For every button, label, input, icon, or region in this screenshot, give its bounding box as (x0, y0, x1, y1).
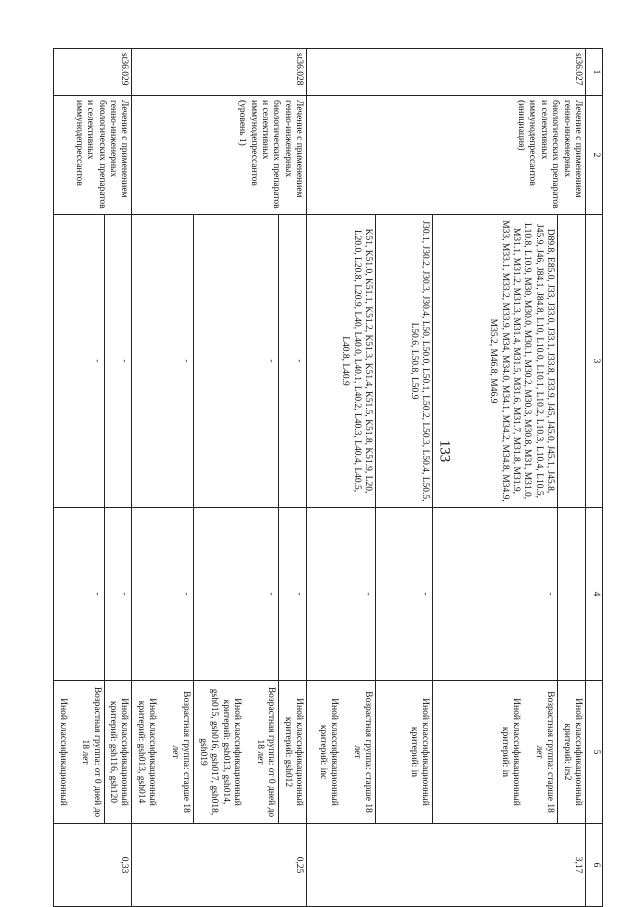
row-code: st36.028 (132, 49, 307, 96)
header-col-5: 5 (586, 681, 603, 824)
row-name: Лечение с применением генно-инженерных биологических препаратов и селективных иммунодепрессантов (инициация) (307, 96, 586, 215)
criteria-cell: Возрастная группа: от 0 дней до 18 лет Иной классификационный критерий: gsh013, gsh014, gsh015, gsh016, gsh017, gsh018, gsh019 (194, 681, 279, 824)
dash-cell: - (376, 508, 433, 681)
table-row (279, 49, 307, 907)
dash-cell: - (104, 215, 132, 508)
row-code: st36.029 (54, 49, 132, 96)
dash-cell: - (307, 508, 376, 681)
diagnoses-cell: D89.8, E85.0, J33, J33.0, J33.1, J33.8, J33.9, J45, J45.0, J45.1, J45.8, J45.9, J46, J84.1, J84.8, L10, L10.0, L10.1, L10.2, L10.3, L10.4, L10.5, L10.8, L10.9, M30, M30.0, M30.1, M30.2, M30.3, M30.8, M31, M31.0, M31.1, M31.2, M31.3, M31.4, M31.5, M31.6, M31.7, M31.8, M31.9, M33, M33.1, M33.2, M33.9, M34, M34.0, M34.1, M34.2, M34.8, M34.9, M35.2, M46.8, M46.9 (433, 215, 558, 508)
criteria-cell: Возрастная группа: старше 18 лет Иной классификационный критерий: in (433, 681, 558, 824)
tariff-table (53, 48, 603, 907)
row-name: Лечение с применением генно-инженерных биологических препаратов и селективных иммунодепрессантов (54, 96, 132, 215)
dash-cell: - (279, 215, 307, 508)
header-col-2: 2 (586, 96, 603, 215)
criteria-cell: Иной классификационный критерий: gsh012 (279, 681, 307, 824)
criteria-cell: Иной классификационный критерий: irs2 (558, 681, 586, 824)
dash-cell: - (104, 508, 132, 681)
header-col-6: 6 (586, 824, 603, 907)
coefficient-cell: 0,25 (132, 824, 307, 907)
criteria-cell: Возрастная группа: старше 18 лет Иной классификационный критерий: gsh013, gsh014 (132, 681, 194, 824)
header-row (586, 49, 603, 907)
rotated-table-container (51, 48, 603, 888)
table-row (558, 49, 586, 907)
empty-cell (558, 215, 586, 508)
criteria-cell: Возрастная группа: старше 18 лет Иной классификационный критерий: inc (307, 681, 376, 824)
criteria-cell: Возрастная группа: от 0 дней до 18 лет Иной классификационный (54, 681, 105, 824)
header-col-3: 3 (586, 215, 603, 508)
table-row (104, 49, 132, 907)
criteria-cell: Иной классификационный критерий: gsh116, gsh120 (104, 681, 132, 824)
coefficient-cell: 3,17 (307, 824, 586, 907)
dash-cell: - (194, 215, 279, 508)
dash-cell: - (54, 508, 105, 681)
diagnoses-cell: K51, K51.0, K51.1, K51.2, K51.3, K51.4, K51.5, K51.8, K51.9, L20, L20.0, L20.8, L20.9, L40, L40.0, L40.1, L40.2, L40.3, L40.4, L40.5, L40.8, L40.9 (307, 215, 376, 508)
empty-cell (558, 508, 586, 681)
row-code: st36.027 (307, 49, 586, 96)
coefficient-cell: 0,33 (54, 824, 132, 907)
header-col-4: 4 (586, 508, 603, 681)
dash-cell: - (132, 508, 194, 681)
dash-cell: - (54, 215, 105, 508)
diagnoses-cell: J30.1, J30.2, J30.3, J30.4, L50, L50.0, L50.1, L50.2, L50.3, L50.4, L50.5, L50.6, L50.8, L50.9 (376, 215, 433, 508)
dash-cell: - (194, 508, 279, 681)
dash-cell: - (132, 215, 194, 508)
page-number: 133 (436, 439, 453, 463)
header-col-1: 1 (586, 49, 603, 96)
dash-cell: - (279, 508, 307, 681)
criteria-cell: Иной классификационный критерий: in (376, 681, 433, 824)
row-name: Лечение с применением генно-инженерных биологических препаратов и селективных иммунодепрессантов (уровень 1) (132, 96, 307, 215)
dash-cell: - (433, 508, 558, 681)
